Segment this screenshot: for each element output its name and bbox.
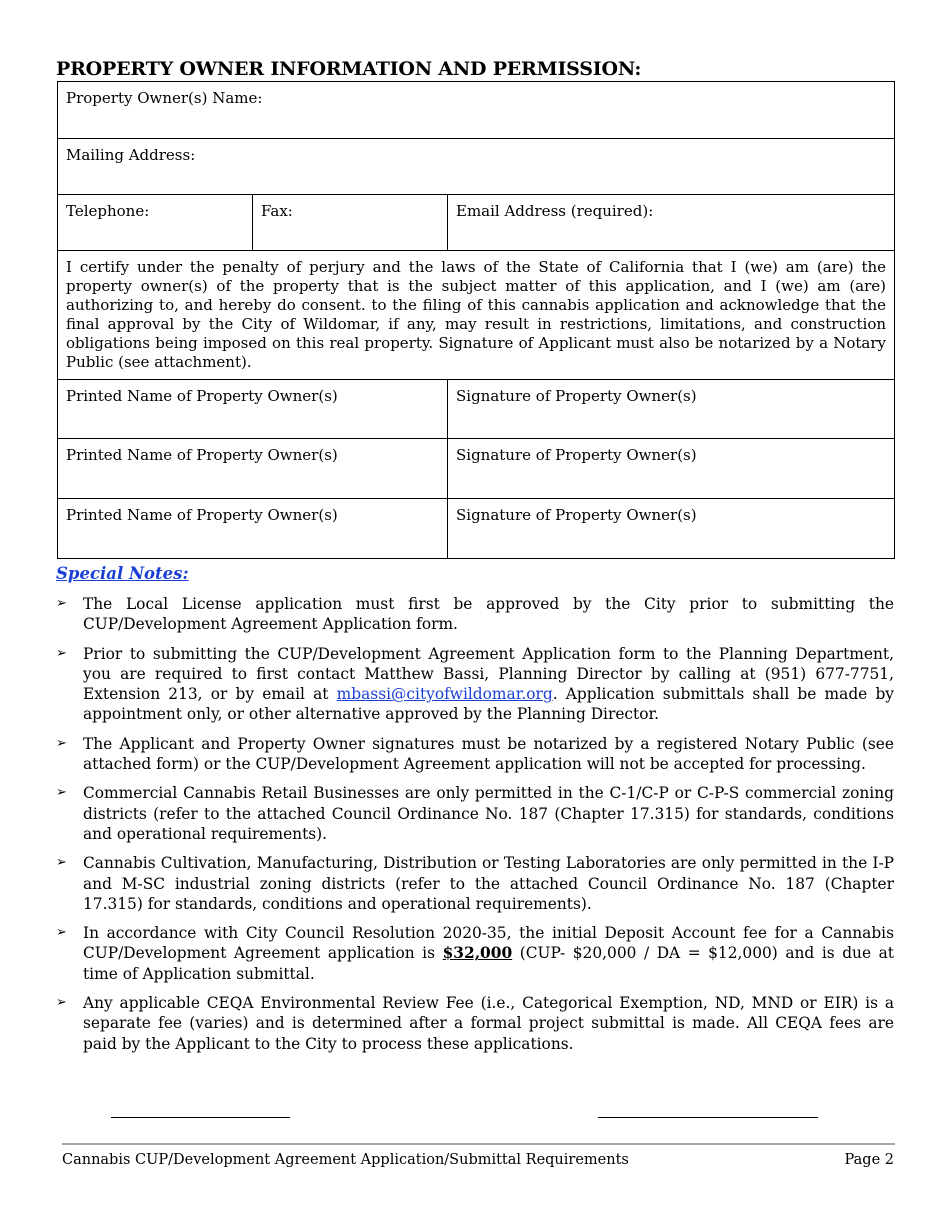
telephone-field[interactable]	[58, 195, 253, 251]
owner-name-label: Property Owner(s) Name:	[66, 89, 263, 107]
fax-label: Fax:	[261, 202, 293, 220]
arrow-bullet-icon: ➢	[56, 855, 67, 871]
owner-name-field[interactable]	[58, 82, 895, 139]
printed-name-label: Printed Name of Property Owner(s)	[66, 446, 338, 464]
mailing-address-field[interactable]	[58, 139, 895, 195]
list-item: ➢ Prior to submitting the CUP/Development Agreement Application form to the Planning Department, you are required to first contact Matthew Bassi, Planning Director by calling at (951) 677-7751, Extension 213, or by email at mbassi@cityofwildomar.org. Application submittals shall be made by appointment only, or other alternative approved by the Planning Director.	[56, 644, 895, 724]
footer-page-number: Page 2	[844, 1152, 894, 1168]
mailing-address-label: Mailing Address:	[66, 146, 196, 164]
arrow-bullet-icon: ➢	[56, 596, 67, 611]
footer-divider	[62, 1143, 895, 1145]
list-item: ➢ The Local License application must first be approved by the City prior to submitting the CUP/Development Agreement Application form.	[56, 595, 894, 634]
arrow-bullet-icon: ➢	[56, 785, 67, 801]
initial-line-left[interactable]	[111, 1117, 290, 1118]
arrow-bullet-icon: ➢	[56, 645, 67, 661]
list-item: ➢ The Applicant and Property Owner signatures must be notarized by a registered Notary Public (see attached form) or the CUP/Development Agreement application will not be accepted for processing.	[56, 734, 894, 774]
list-item: ➢ Commercial Cannabis Retail Businesses are only permitted in the C-1/C-P or C-P-S commercial zoning districts (refer to the attached Council Ordinance No. 187 (Chapter 17.315) for standards, conditions and operational requirements).	[56, 784, 894, 843]
email-label: Email Address (required):	[456, 202, 654, 220]
email-link[interactable]: mbassi@cityofwildomar.org	[336, 685, 553, 704]
list-item: ➢ In accordance with City Council Resolution 2020-35, the initial Deposit Account fee for a Cannabis CUP/Development Agreement application is $32,000 (CUP- $20,000 / DA = $12,000) and is due at time of Application submittal.	[56, 924, 894, 983]
list-item: ➢ Cannabis Cultivation, Manufacturing, Distribution or Testing Laboratories are only permitted in the I-P and M-SC industrial zoning districts (refer to the attached Council Ordinance No. 187 (Chapter 17.315) for standards, conditions and operational requirements).	[56, 854, 894, 913]
fax-field[interactable]	[253, 195, 448, 251]
arrow-bullet-icon: ➢	[56, 735, 67, 751]
certification-statement: I certify under the penalty of perjury and the laws of the State of California that I (we) am (are) the property owner(s) of the property that is the subject matter of this application, and I (we) am (are) authorizing to, and hereby do consent. to the filing of this cannabis application and acknowledge that the final approval by the City of Wildomar, if any, may result in restrictions, limitations, and construction obligations being imposed on this real property. Signature of Applicant must also be notarized by a Notary Public (see attachment).	[58, 251, 895, 380]
arrow-bullet-icon: ➢	[56, 925, 67, 941]
signature-field-1[interactable]	[448, 380, 895, 439]
printed-name-label: Printed Name of Property Owner(s)	[66, 506, 338, 524]
email-field[interactable]	[448, 195, 895, 251]
section-title: PROPERTY OWNER INFORMATION AND PERMISSION:	[56, 58, 642, 80]
initial-line-right[interactable]	[598, 1117, 818, 1118]
list-item: ➢ Any applicable CEQA Environmental Review Fee (i.e., Categorical Exemption, ND, MND or EIR) is a separate fee (varies) and is determined after a formal project submittal is made. All CEQA fees are paid by the Applicant to the City to process these applications.	[56, 994, 894, 1053]
signature-field-3[interactable]	[448, 499, 895, 559]
printed-name-field-1[interactable]	[58, 380, 448, 439]
footer-document-title: Cannabis CUP/Development Agreement Application/Submittal Requirements	[62, 1152, 629, 1168]
printed-name-field-3[interactable]	[58, 499, 448, 559]
signature-field-2[interactable]	[448, 439, 895, 499]
printed-name-field-2[interactable]	[58, 439, 448, 499]
arrow-bullet-icon: ➢	[56, 995, 67, 1011]
telephone-label: Telephone:	[66, 202, 150, 220]
signature-label: Signature of Property Owner(s)	[456, 387, 697, 405]
signature-label: Signature of Property Owner(s)	[456, 446, 697, 464]
signature-label: Signature of Property Owner(s)	[456, 506, 697, 524]
deposit-amount: $32,000	[442, 944, 513, 963]
special-notes-heading: Special Notes:	[56, 564, 189, 583]
special-notes-list	[56, 594, 894, 1063]
property-owner-form	[57, 81, 895, 559]
printed-name-label: Printed Name of Property Owner(s)	[66, 387, 338, 405]
